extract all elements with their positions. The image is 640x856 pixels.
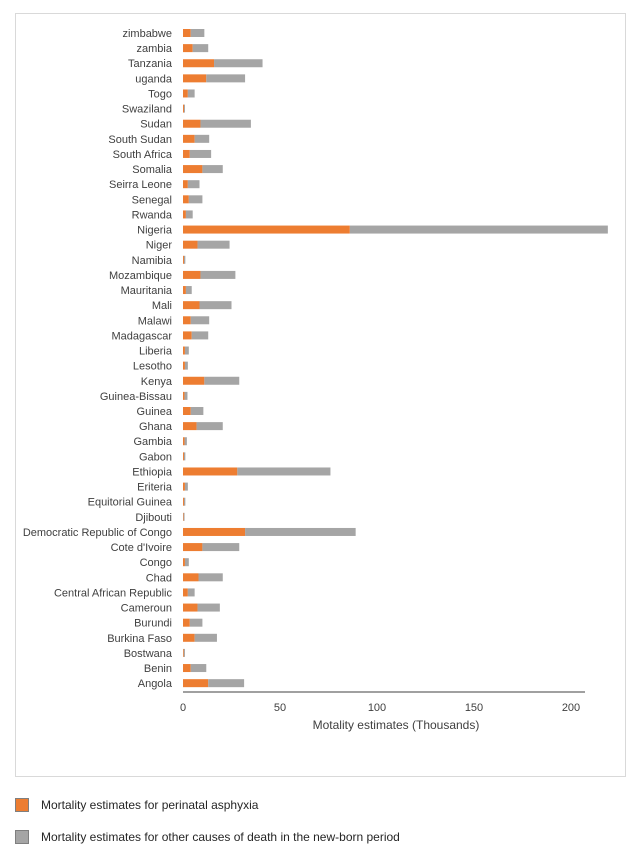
x-tick-label: 150 — [464, 702, 484, 714]
category-label: Mauritania — [120, 285, 172, 298]
bar-other-causes — [185, 558, 189, 566]
category-label: Burkina Faso — [107, 632, 172, 645]
legend-label-perinatal-asphyxia: Mortality estimates for perinatal asphyxia — [41, 798, 259, 812]
x-tick-label: 50 — [273, 702, 287, 714]
category-label: Togo — [148, 88, 172, 101]
category-label: Seirra Leone — [109, 179, 172, 192]
bar-other-causes — [193, 44, 209, 52]
bar-other-causes — [186, 210, 193, 218]
bar-other-causes — [200, 271, 235, 279]
bar-perinatal-asphyxia — [183, 679, 208, 687]
category-label: South Africa — [112, 148, 172, 161]
category-label: Ghana — [138, 421, 172, 434]
bar-other-causes — [184, 256, 185, 264]
category-label: Mozambique — [109, 269, 172, 282]
category-label: zimbabwe — [122, 28, 172, 40]
bar-other-causes — [202, 543, 239, 551]
bar-perinatal-asphyxia — [183, 316, 191, 324]
bar-perinatal-asphyxia — [183, 347, 185, 355]
bar-other-causes — [208, 679, 244, 687]
bar-other-causes — [237, 467, 330, 475]
bar-perinatal-asphyxia — [183, 634, 195, 642]
x-tick-label: 0 — [179, 702, 187, 714]
bar-perinatal-asphyxia — [183, 59, 214, 67]
category-label: Malawi — [137, 315, 172, 328]
bar-other-causes — [185, 437, 187, 445]
bar-other-causes — [186, 286, 192, 294]
bar-perinatal-asphyxia — [183, 362, 185, 370]
x-axis-title: Motality estimates (Thousands) — [312, 718, 480, 732]
bar-perinatal-asphyxia — [183, 271, 200, 279]
category-label: Chad — [145, 572, 172, 585]
legend-item-perinatal-asphyxia — [15, 798, 258, 812]
category-label: zambia — [136, 43, 172, 56]
category-label: Cameroun — [120, 602, 172, 615]
bar-perinatal-asphyxia — [183, 573, 199, 581]
x-tick-labels — [180, 702, 580, 714]
bar-other-causes — [185, 392, 188, 400]
category-label: South Sudan — [108, 133, 172, 146]
bar-other-causes — [185, 347, 189, 355]
legend-item-other-causes — [15, 830, 400, 844]
bar-other-causes — [245, 528, 356, 536]
bar-perinatal-asphyxia — [183, 120, 200, 128]
category-label: Niger — [145, 239, 172, 252]
bar-other-causes — [191, 316, 209, 324]
bar-other-causes — [191, 29, 205, 37]
bar-other-causes — [195, 135, 210, 143]
category-label: Madagascar — [111, 330, 172, 343]
bar-perinatal-asphyxia — [183, 619, 190, 627]
bar-other-causes — [184, 105, 185, 113]
category-label: Kenya — [140, 375, 172, 388]
category-label: Ethiopia — [132, 466, 172, 479]
bar-perinatal-asphyxia — [183, 407, 191, 415]
category-label: Senegal — [131, 194, 172, 207]
bar-other-causes — [191, 407, 204, 415]
bar-perinatal-asphyxia — [183, 74, 206, 82]
category-label: Gabon — [138, 451, 172, 464]
bar-other-causes — [185, 483, 188, 491]
bar-perinatal-asphyxia — [183, 135, 195, 143]
bar-perinatal-asphyxia — [183, 210, 186, 218]
bars — [183, 29, 608, 687]
bar-other-causes — [197, 422, 223, 430]
bar-other-causes — [190, 619, 203, 627]
bar-perinatal-asphyxia — [183, 437, 185, 445]
bar-perinatal-asphyxia — [183, 588, 188, 596]
category-label: Swaziland — [121, 103, 172, 116]
bar-other-causes — [204, 377, 239, 385]
legend-swatch-perinatal-asphyxia — [15, 798, 29, 812]
bar-other-causes — [198, 241, 230, 249]
bar-other-causes — [189, 195, 203, 203]
bar-other-causes — [188, 588, 195, 596]
bar-perinatal-asphyxia — [183, 241, 198, 249]
bar-perinatal-asphyxia — [183, 558, 185, 566]
bar-perinatal-asphyxia — [183, 301, 199, 309]
category-label: Gambia — [133, 436, 172, 449]
category-label: Guinea-Bissau — [99, 390, 172, 403]
category-label: Nigeria — [137, 224, 172, 237]
bar-perinatal-asphyxia — [183, 498, 184, 506]
bar-perinatal-asphyxia — [183, 256, 184, 264]
bar-perinatal-asphyxia — [183, 543, 202, 551]
category-label: Equitorial Guinea — [87, 496, 172, 509]
bar-perinatal-asphyxia — [183, 392, 185, 400]
bar-perinatal-asphyxia — [183, 195, 189, 203]
bar-perinatal-asphyxia — [183, 528, 245, 536]
bar-other-causes — [184, 498, 185, 506]
bar-other-causes — [184, 649, 185, 657]
category-label: Somalia — [132, 164, 172, 177]
bar-other-causes — [206, 74, 245, 82]
bar-perinatal-asphyxia — [183, 286, 186, 294]
x-tick-label: 100 — [367, 702, 387, 714]
category-label: Bostwana — [123, 647, 172, 660]
bar-perinatal-asphyxia — [183, 604, 198, 612]
category-label: Mali — [151, 300, 172, 313]
category-label: Djibouti — [135, 511, 172, 524]
category-label: Democratic Republic of Congo — [22, 526, 172, 539]
category-label: Tanzania — [127, 58, 172, 71]
category-label: Burundi — [134, 617, 172, 630]
bar-perinatal-asphyxia — [183, 377, 204, 385]
bar-other-causes — [195, 634, 217, 642]
category-label: Benin — [143, 663, 172, 676]
legend-swatch-other-causes — [15, 830, 29, 844]
bar-perinatal-asphyxia — [183, 226, 350, 234]
category-label: Angola — [137, 678, 172, 691]
bar-other-causes — [202, 165, 222, 173]
bar-other-causes — [199, 301, 231, 309]
bar-perinatal-asphyxia — [183, 29, 191, 37]
bar-perinatal-asphyxia — [183, 422, 197, 430]
bar-perinatal-asphyxia — [183, 467, 237, 475]
bar-other-causes — [198, 604, 220, 612]
bar-other-causes — [184, 452, 185, 460]
bar-perinatal-asphyxia — [183, 483, 185, 491]
bar-other-causes — [192, 331, 208, 339]
bar-perinatal-asphyxia — [183, 649, 184, 657]
legend-label-other-causes: Mortality estimates for other causes of death in the new-born period — [41, 830, 400, 844]
bar-perinatal-asphyxia — [183, 89, 188, 97]
bar-perinatal-asphyxia — [183, 150, 190, 158]
bar-perinatal-asphyxia — [183, 165, 202, 173]
bar-perinatal-asphyxia — [183, 105, 184, 113]
bar-other-causes — [191, 664, 207, 672]
bar-other-causes — [188, 89, 195, 97]
bar-other-causes — [188, 180, 200, 188]
category-label: Namibia — [131, 254, 172, 267]
bar-other-causes — [184, 513, 185, 521]
category-label: Rwanda — [131, 209, 172, 222]
category-label: Liberia — [138, 345, 172, 358]
bar-other-causes — [190, 150, 211, 158]
bar-other-causes — [199, 573, 223, 581]
category-labels — [23, 28, 173, 690]
bar-perinatal-asphyxia — [183, 664, 191, 672]
bar-other-causes — [200, 120, 250, 128]
bar-perinatal-asphyxia — [183, 180, 188, 188]
category-label: Eriteria — [137, 481, 172, 494]
category-label: Central African Republic — [53, 587, 172, 600]
bar-other-causes — [350, 226, 608, 234]
category-label: Guinea — [136, 406, 172, 418]
bar-perinatal-asphyxia — [183, 44, 193, 52]
bar-perinatal-asphyxia — [183, 331, 192, 339]
bar-other-causes — [214, 59, 262, 67]
bar-other-causes — [185, 362, 188, 370]
bar-perinatal-asphyxia — [183, 513, 184, 521]
category-label: Congo — [139, 557, 172, 570]
category-label: Lesotho — [132, 360, 172, 373]
category-label: Cote d'Ivoire — [110, 542, 172, 555]
x-tick-label: 200 — [561, 702, 581, 714]
bar-perinatal-asphyxia — [183, 452, 184, 460]
category-label: uganda — [135, 73, 172, 86]
category-label: Sudan — [140, 118, 172, 131]
